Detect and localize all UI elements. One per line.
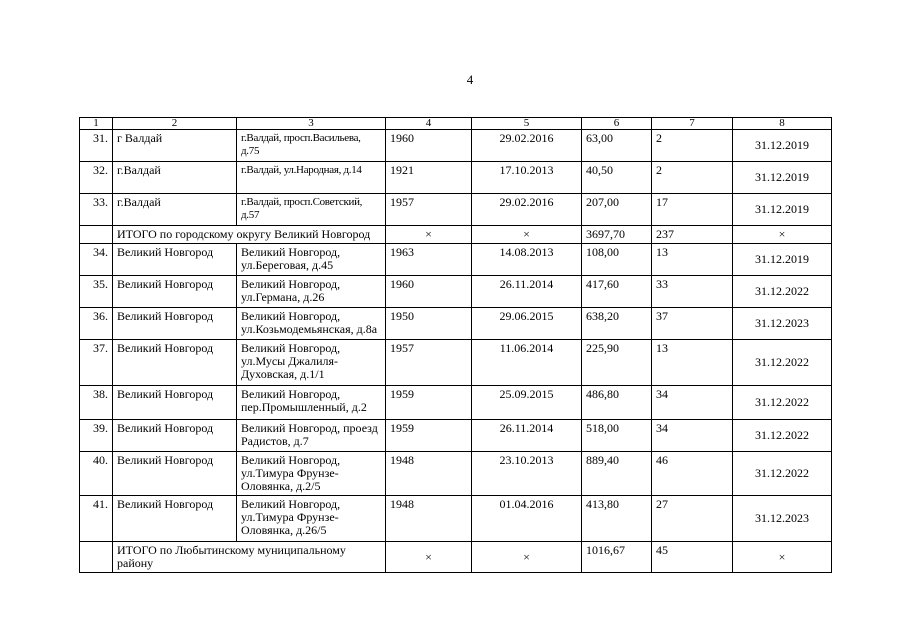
deadline-cell: 31.12.2019 [733,162,832,194]
year-cell: 1959 [386,386,472,420]
header-cell: 8 [733,118,832,130]
date-cell: 26.11.2014 [472,420,582,452]
people-cell: 46 [652,452,733,496]
table-row [80,130,832,162]
settlement-cell: Великий Новгород [113,420,237,452]
row-number: 31. [80,130,113,162]
year-cell: 1959 [386,420,472,452]
deadline-cell: 31.12.2022 [733,340,832,386]
total-date: × [472,226,582,244]
total-row [80,542,832,573]
table-row [80,340,832,386]
year-cell: 1957 [386,340,472,386]
total-deadline: × [733,542,832,573]
settlement-cell: г.Валдай [113,162,237,194]
table-row [80,496,832,542]
header-cell: 7 [652,118,733,130]
address-cell: Великий Новгород, ул.Козьмодемьянская, д.8а [237,308,386,340]
area-cell: 207,00 [582,194,652,226]
date-cell: 23.10.2013 [472,452,582,496]
address-cell: Великий Новгород, ул.Тимура Фрунзе-Оловянка, д.2/5 [237,452,386,496]
row-number: 33. [80,194,113,226]
date-cell: 25.09.2015 [472,386,582,420]
address-cell: Великий Новгород, ул.Тимура Фрунзе-Оловянка, д.26/5 [237,496,386,542]
address-cell: Великий Новгород, ул.Германа, д.26 [237,276,386,308]
year-cell: 1921 [386,162,472,194]
area-cell: 225,90 [582,340,652,386]
total-date: × [472,542,582,573]
table-row [80,452,832,496]
area-cell: 518,00 [582,420,652,452]
total-label: ИТОГО по городскому округу Великий Новгород [113,226,386,244]
table-row [80,420,832,452]
row-number: 35. [80,276,113,308]
people-cell: 13 [652,244,733,276]
date-cell: 29.06.2015 [472,308,582,340]
header-cell: 4 [386,118,472,130]
people-cell: 33 [652,276,733,308]
settlement-cell: Великий Новгород [113,276,237,308]
area-cell: 417,60 [582,276,652,308]
date-cell: 01.04.2016 [472,496,582,542]
year-cell: 1948 [386,496,472,542]
date-cell: 11.06.2014 [472,340,582,386]
address-cell: Великий Новгород, ул.Береговая, д.45 [237,244,386,276]
header-cell: 6 [582,118,652,130]
people-cell: 34 [652,420,733,452]
area-cell: 486,80 [582,386,652,420]
year-cell: 1960 [386,276,472,308]
page-number: 4 [466,72,474,87]
area-cell: 889,40 [582,452,652,496]
total-area: 3697,70 [582,226,652,244]
table-row [80,276,832,308]
total-label: ИТОГО по Любытинскому муниципальному району [113,542,386,573]
header-cell: 5 [472,118,582,130]
deadline-cell: 31.12.2019 [733,244,832,276]
row-number: 39. [80,420,113,452]
people-cell: 27 [652,496,733,542]
year-cell: 1960 [386,130,472,162]
header-cell: 3 [237,118,386,130]
total-people: 237 [652,226,733,244]
total-year: × [386,226,472,244]
deadline-cell: 31.12.2019 [733,194,832,226]
deadline-cell: 31.12.2022 [733,386,832,420]
header-cell: 2 [113,118,237,130]
deadline-cell: 31.12.2019 [733,130,832,162]
address-cell: Великий Новгород, ул.Мусы Джалиля-Духовская, д.1/1 [237,340,386,386]
date-cell: 26.11.2014 [472,276,582,308]
people-cell: 37 [652,308,733,340]
date-cell: 14.08.2013 [472,244,582,276]
settlement-cell: Великий Новгород [113,244,237,276]
row-number: 40. [80,452,113,496]
settlement-cell: Великий Новгород [113,452,237,496]
deadline-cell: 31.12.2023 [733,496,832,542]
date-cell: 17.10.2013 [472,162,582,194]
year-cell: 1950 [386,308,472,340]
year-cell: 1957 [386,194,472,226]
area-cell: 108,00 [582,244,652,276]
total-deadline: × [733,226,832,244]
settlement-cell: Великий Новгород [113,308,237,340]
deadline-cell: 31.12.2023 [733,308,832,340]
address-cell: г.Валдай, просп.Советский, д.57 [237,194,386,226]
address-cell: г.Валдай, ул.Народная, д.14 [237,162,386,194]
area-cell: 40,50 [582,162,652,194]
row-number: 36. [80,308,113,340]
year-cell: 1963 [386,244,472,276]
row-number: 34. [80,244,113,276]
people-cell: 2 [652,130,733,162]
address-cell: г.Валдай, просп.Васильева, д.75 [237,130,386,162]
total-empty-cell [80,226,113,244]
total-empty-cell [80,542,113,573]
table-row [80,162,832,194]
settlement-cell: г Валдай [113,130,237,162]
total-area: 1016,67 [582,542,652,573]
settlement-cell: г.Валдай [113,194,237,226]
settlement-cell: Великий Новгород [113,496,237,542]
housing-table [79,117,832,573]
table-row [80,386,832,420]
row-number: 32. [80,162,113,194]
year-cell: 1948 [386,452,472,496]
address-cell: Великий Новгород, проезд Радистов, д.7 [237,420,386,452]
header-cell: 1 [80,118,113,130]
area-cell: 638,20 [582,308,652,340]
address-cell: Великий Новгород, пер.Промышленный, д.2 [237,386,386,420]
deadline-cell: 31.12.2022 [733,276,832,308]
total-year: × [386,542,472,573]
deadline-cell: 31.12.2022 [733,420,832,452]
table-row [80,194,832,226]
row-number: 41. [80,496,113,542]
settlement-cell: Великий Новгород [113,386,237,420]
total-people: 45 [652,542,733,573]
deadline-cell: 31.12.2022 [733,452,832,496]
row-number: 37. [80,340,113,386]
people-cell: 2 [652,162,733,194]
table-row [80,244,832,276]
area-cell: 63,00 [582,130,652,162]
settlement-cell: Великий Новгород [113,340,237,386]
area-cell: 413,80 [582,496,652,542]
table-row [80,308,832,340]
people-cell: 34 [652,386,733,420]
header-row [80,118,832,130]
row-number: 38. [80,386,113,420]
date-cell: 29.02.2016 [472,194,582,226]
people-cell: 13 [652,340,733,386]
date-cell: 29.02.2016 [472,130,582,162]
people-cell: 17 [652,194,733,226]
total-row [80,226,832,244]
